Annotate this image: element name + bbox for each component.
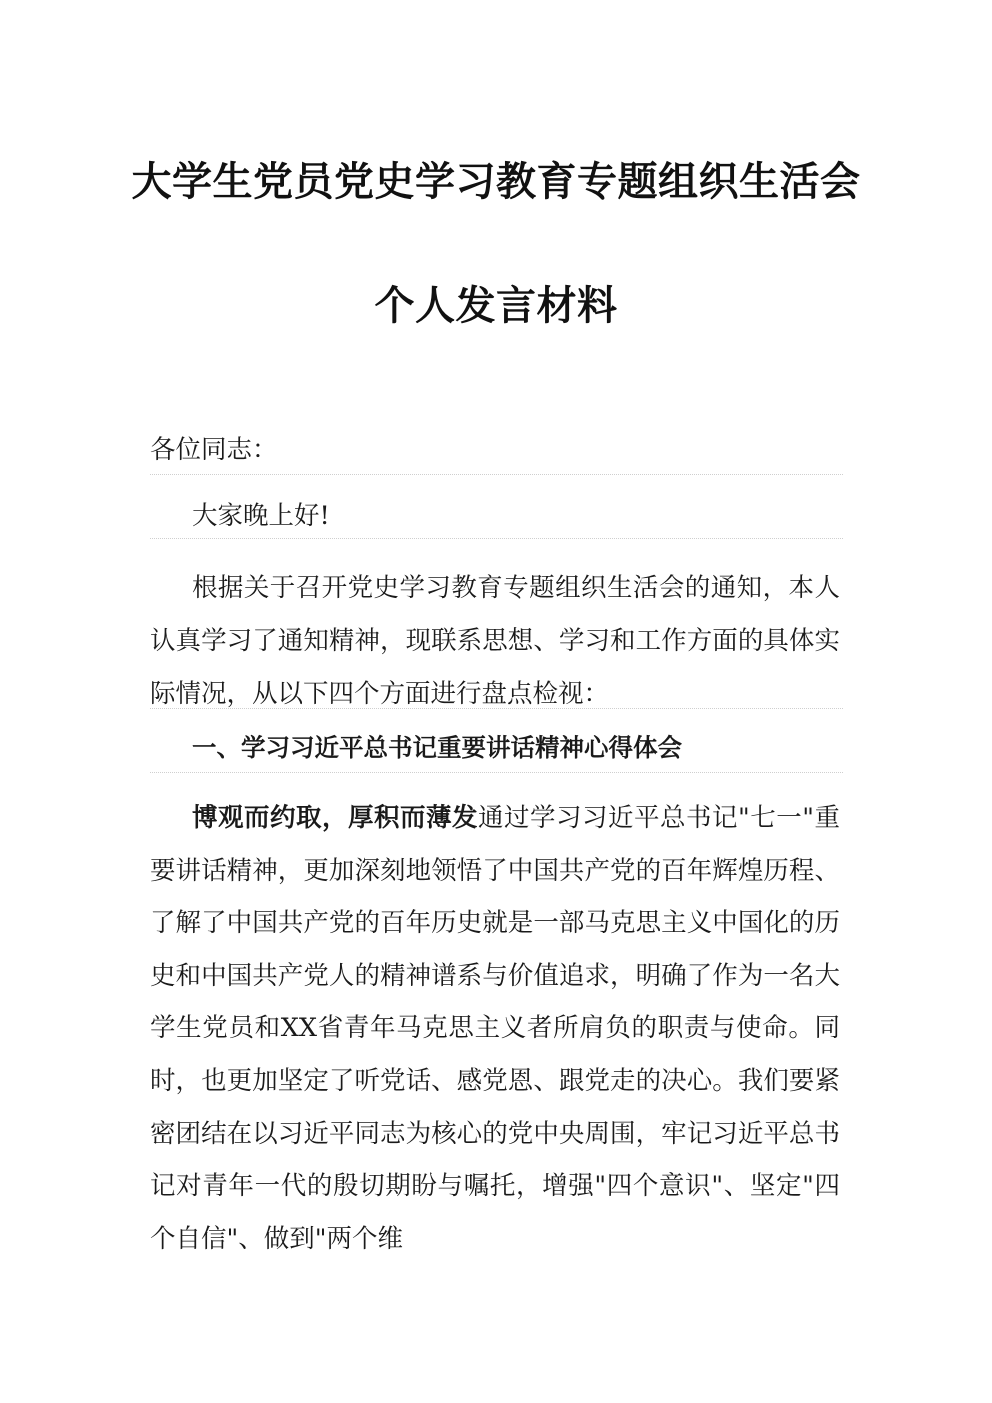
divider [150, 538, 843, 539]
salutation: 各位同志： [150, 435, 278, 465]
divider [150, 474, 843, 475]
divider [150, 772, 843, 773]
intro-paragraph: 根据关于召开党史学习教育专题组织生活会的通知，本人认真学习了通知精神，现联系思想、学习和工作方面的具体实际情况，从以下四个方面进行盘点检视： [150, 573, 840, 709]
section-1-heading: 一、学习习近平总书记重要讲话精神心得体会 [192, 733, 682, 762]
document-title-line-1: 大学生党员党史学习教育专题组织生活会 [131, 158, 861, 205]
divider [150, 708, 843, 709]
section-1-paragraph [150, 792, 840, 1265]
section-1-lead-phrase: 博观而约取，厚积而薄发 [192, 803, 479, 833]
document-title-line-2: 个人发言材料 [374, 282, 618, 329]
greeting: 大家晚上好! [192, 501, 330, 531]
section-1-body-text: 通过学习习近平总书记"七一"重要讲话精神，更加深刻地领悟了中国共产党的百年辉煌历程、了解了中国共产党的百年历史就是一部马克思主义中国化的历史和中国共产党人的精神谱系与价值追求，明确了作为一名大学生党员和XX省青年马克思主义者所肩负的职责与使命。同时，也更加坚定了听党话、感党恩、跟党走的决心。我们要紧密团结在以习近平同志为核心的党中央周围，牢记习近平总书记对青年一代的殷切期盼与嘱托，增强"四个意识"、坚定"四个自信"、做到"两个维 [150, 803, 840, 1254]
